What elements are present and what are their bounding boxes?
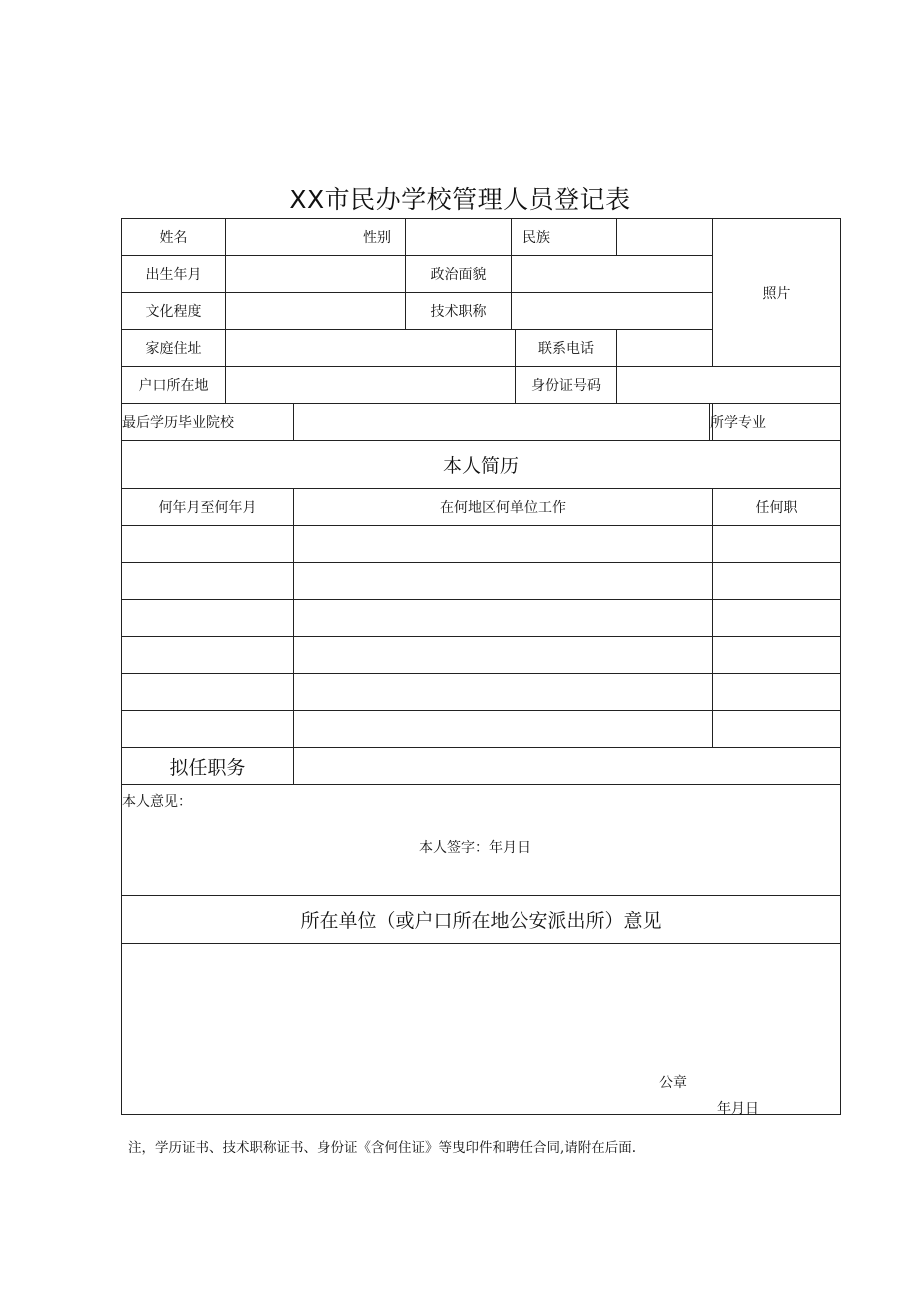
table-row bbox=[122, 526, 841, 563]
footnote: 注，学历证书、技术职称证书、身份证《含何住证》等曳印件和聘任合同,请附在后面. bbox=[128, 1140, 637, 1156]
self-signature-line: 本人签字：年月日 bbox=[419, 840, 531, 856]
proposed-position-field[interactable] bbox=[294, 748, 841, 785]
political-field[interactable] bbox=[512, 256, 713, 293]
label-tech-title: 技术职称 bbox=[406, 293, 512, 330]
school-field[interactable] bbox=[294, 404, 710, 441]
label-education: 文化程度 bbox=[122, 293, 226, 330]
period-cell[interactable] bbox=[122, 526, 294, 563]
position-cell[interactable] bbox=[713, 526, 841, 563]
unit-opinion-box[interactable] bbox=[122, 944, 841, 1115]
table-row bbox=[122, 674, 841, 711]
position-cell[interactable] bbox=[713, 711, 841, 748]
col-period: 何年月至何年月 bbox=[122, 489, 294, 526]
position-cell[interactable] bbox=[713, 563, 841, 600]
form-title: XX市民办学校管理人员登记表 bbox=[289, 185, 631, 214]
label-gender: 性别 bbox=[363, 230, 391, 246]
self-opinion-box[interactable] bbox=[122, 785, 841, 896]
official-seal-label: 公章 bbox=[659, 1075, 687, 1091]
table-row bbox=[122, 563, 841, 600]
id-number-field[interactable] bbox=[617, 367, 841, 404]
name-field[interactable] bbox=[226, 219, 406, 256]
self-opinion-label: 本人意见： bbox=[122, 794, 192, 810]
label-address: 家庭住址 bbox=[122, 330, 226, 367]
label-id-number: 身份证号码 bbox=[516, 367, 617, 404]
gender-field[interactable] bbox=[406, 219, 512, 256]
period-cell[interactable] bbox=[122, 637, 294, 674]
phone-field[interactable] bbox=[617, 330, 713, 367]
unit-cell[interactable] bbox=[294, 637, 713, 674]
hukou-field[interactable] bbox=[226, 367, 516, 404]
table-row bbox=[122, 637, 841, 674]
period-cell[interactable] bbox=[122, 674, 294, 711]
label-school: 最后学历毕业院校 bbox=[122, 404, 294, 441]
label-political: 政治面貌 bbox=[406, 256, 512, 293]
position-cell[interactable] bbox=[713, 600, 841, 637]
col-unit: 在何地区何单位工作 bbox=[294, 489, 713, 526]
unit-cell[interactable] bbox=[294, 674, 713, 711]
label-name: 姓名 bbox=[122, 219, 226, 256]
photo-box: 照片 bbox=[713, 219, 841, 367]
unit-cell[interactable] bbox=[294, 563, 713, 600]
unit-cell[interactable] bbox=[294, 600, 713, 637]
label-birth: 出生年月 bbox=[122, 256, 226, 293]
registration-form bbox=[121, 218, 841, 1115]
position-cell[interactable] bbox=[713, 674, 841, 711]
unit-cell[interactable] bbox=[294, 711, 713, 748]
unit-opinion-heading: 所在单位（或户口所在地公安派出所）意见 bbox=[122, 896, 841, 944]
period-cell[interactable] bbox=[122, 600, 294, 637]
label-hukou: 户口所在地 bbox=[122, 367, 226, 404]
table-row bbox=[122, 711, 841, 748]
education-field[interactable] bbox=[226, 293, 406, 330]
position-cell[interactable] bbox=[713, 637, 841, 674]
tech-title-field[interactable] bbox=[512, 293, 713, 330]
birth-field[interactable] bbox=[226, 256, 406, 293]
table-row bbox=[122, 600, 841, 637]
period-cell[interactable] bbox=[122, 711, 294, 748]
unit-cell[interactable] bbox=[294, 526, 713, 563]
label-proposed-position: 拟任职务 bbox=[122, 748, 294, 785]
label-major: 所学专业 bbox=[710, 404, 713, 441]
ethnicity-field[interactable] bbox=[617, 219, 713, 256]
label-phone: 联系电话 bbox=[516, 330, 617, 367]
address-field[interactable] bbox=[226, 330, 516, 367]
label-ethnicity: 民族 bbox=[512, 219, 617, 256]
period-cell[interactable] bbox=[122, 563, 294, 600]
unit-date-label: 年月日 bbox=[717, 1101, 759, 1117]
col-position: 任何职 bbox=[713, 489, 841, 526]
resume-heading: 本人简历 bbox=[122, 441, 841, 489]
